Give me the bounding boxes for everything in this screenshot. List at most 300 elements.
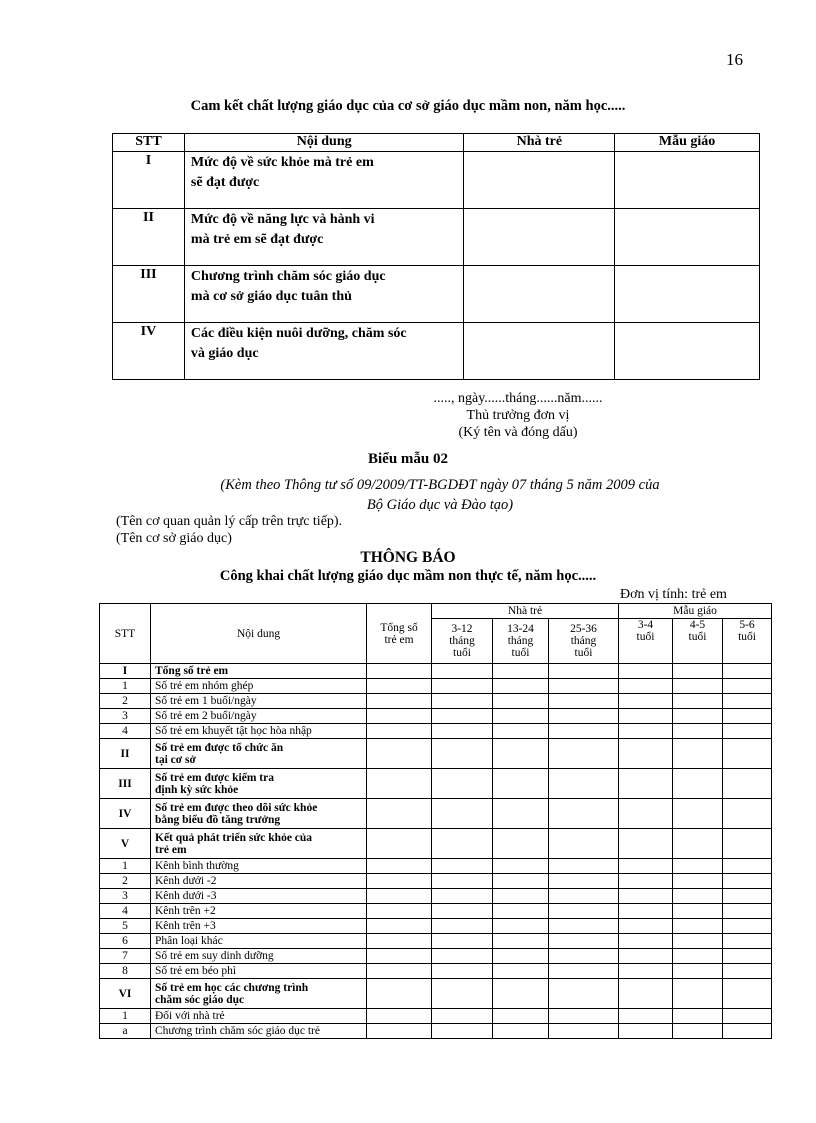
row-stt: 8 <box>100 964 151 979</box>
commitment-title: Cam kết chất lượng giáo dục của cơ sở giáo dục mầm non, năm học..... <box>190 98 626 114</box>
data-cell <box>673 1009 723 1024</box>
table-row <box>100 829 772 859</box>
header-n3-l2: tháng <box>570 635 597 647</box>
row-content-line-1: Kênh dưới -2 <box>155 875 217 887</box>
data-cell <box>367 889 432 904</box>
data-cell <box>432 1009 493 1024</box>
data-cell <box>493 769 549 799</box>
row-content-line-1: Số trẻ em được tổ chức ăn <box>155 741 284 754</box>
data-cell <box>673 664 723 679</box>
row-stt: I <box>113 152 185 209</box>
header-k2-l2: tuổi <box>688 631 707 643</box>
header-n2 <box>493 619 549 664</box>
data-cell <box>723 949 772 964</box>
data-cell <box>549 1009 619 1024</box>
row-content <box>151 874 367 889</box>
data-cell <box>619 1024 673 1039</box>
row-stt: 4 <box>100 904 151 919</box>
row-content-line-2: định kỳ sức khỏe <box>155 783 239 796</box>
row-content <box>151 679 367 694</box>
form-note-line-1: (Kèm theo Thông tư số 09/2009/TT-BGDĐT ngày 07 tháng 5 năm 2009 của <box>220 477 660 493</box>
row-stt: IV <box>113 323 185 380</box>
data-cell <box>723 739 772 769</box>
data-cell <box>493 724 549 739</box>
data-cell <box>432 799 493 829</box>
data-cell <box>673 889 723 904</box>
row-content-line-1: Số trẻ em học các chương trình <box>155 981 309 994</box>
cell-nursery <box>464 323 615 380</box>
header-k1-l2: tuổi <box>636 631 655 643</box>
data-cell <box>432 979 493 1009</box>
data-cell <box>367 934 432 949</box>
org-name: (Tên cơ sở giáo dục) <box>116 531 232 546</box>
data-cell <box>673 979 723 1009</box>
table-row <box>100 664 772 679</box>
header-nursery: Nhà trẻ <box>464 134 615 152</box>
table-row <box>100 694 772 709</box>
header-k3-l2: tuổi <box>738 631 756 643</box>
row-content <box>151 799 367 829</box>
data-cell <box>549 859 619 874</box>
table-row <box>100 739 772 769</box>
data-cell <box>432 934 493 949</box>
data-cell <box>493 1009 549 1024</box>
data-cell <box>432 874 493 889</box>
table-row <box>100 874 772 889</box>
row-content-line-1: Số trẻ em 1 buổi/ngày <box>155 695 257 707</box>
data-cell <box>619 694 673 709</box>
row-content-line-1: Mức độ về sức khỏe mà trẻ em <box>190 155 374 170</box>
data-cell <box>673 739 723 769</box>
data-cell <box>432 1024 493 1039</box>
row-content-line-1: Số trẻ em khuyết tật học hòa nhập <box>155 725 312 737</box>
row-content <box>151 829 367 859</box>
cell-kindergarten <box>615 266 760 323</box>
data-cell <box>367 964 432 979</box>
data-cell <box>723 679 772 694</box>
table-row <box>100 919 772 934</box>
data-cell <box>367 724 432 739</box>
table-row <box>100 859 772 874</box>
data-cell <box>619 679 673 694</box>
notice-subtitle: Công khai chất lượng giáo dục mầm non thực tế, năm học..... <box>219 568 597 584</box>
data-cell <box>673 859 723 874</box>
unit-label: Đơn vị tính: trẻ em <box>620 587 727 602</box>
header-n3-l3: tuổi <box>574 647 593 659</box>
row-content-line-1: Đối với nhà trẻ <box>155 1010 225 1022</box>
header-k1-l1: 3-4 <box>637 619 654 631</box>
table-row <box>100 949 772 964</box>
data-cell <box>549 919 619 934</box>
row-content <box>151 1009 367 1024</box>
data-cell <box>723 829 772 859</box>
data-cell <box>723 859 772 874</box>
row-content-line-1: Số trẻ em 2 buổi/ngày <box>155 710 257 722</box>
signature-date: ....., ngày......tháng......năm...... <box>433 391 603 406</box>
row-content <box>151 979 367 1009</box>
data-cell <box>367 1009 432 1024</box>
table-row <box>100 1009 772 1024</box>
table-row <box>100 709 772 724</box>
row-content <box>151 769 367 799</box>
data-cell <box>723 724 772 739</box>
row-content-line-1: Kênh dưới -3 <box>155 890 217 902</box>
table-row <box>100 889 772 904</box>
row-content <box>151 709 367 724</box>
data-cell <box>432 889 493 904</box>
data-cell <box>432 859 493 874</box>
row-content-line-1: Các điều kiện nuôi dưỡng, chăm sóc <box>190 326 407 341</box>
data-cell <box>432 739 493 769</box>
data-cell <box>673 919 723 934</box>
row-content-line-2: và giáo dục <box>190 346 259 361</box>
data-cell <box>723 979 772 1009</box>
data-cell <box>723 664 772 679</box>
commitment-row <box>113 323 760 380</box>
row-stt: a <box>100 1024 151 1039</box>
header-n2-l1: 13-24 <box>507 623 534 635</box>
header-nursery: Nhà trẻ <box>432 604 619 619</box>
table-row <box>100 769 772 799</box>
row-content <box>151 859 367 874</box>
data-cell <box>432 724 493 739</box>
data-cell <box>367 799 432 829</box>
row-content-line-1: Kênh bình thường <box>155 860 239 872</box>
table-row <box>100 904 772 919</box>
data-cell <box>619 724 673 739</box>
data-cell <box>619 949 673 964</box>
data-cell <box>619 874 673 889</box>
row-stt: 1 <box>100 859 151 874</box>
data-cell <box>493 964 549 979</box>
header-n1-l2: tháng <box>449 635 475 647</box>
data-cell <box>549 739 619 769</box>
row-content <box>151 1024 367 1039</box>
row-content <box>151 694 367 709</box>
row-content <box>151 919 367 934</box>
data-cell <box>723 919 772 934</box>
data-cell <box>367 859 432 874</box>
data-cell <box>432 964 493 979</box>
data-cell <box>367 679 432 694</box>
data-cell <box>367 709 432 724</box>
row-content-line-1: Số trẻ em được kiểm tra <box>155 771 274 784</box>
data-cell <box>619 889 673 904</box>
data-cell <box>619 664 673 679</box>
header-total <box>367 604 432 664</box>
row-stt: III <box>113 266 185 323</box>
data-cell <box>619 709 673 724</box>
form-title: Biểu mẫu 02 <box>367 451 448 467</box>
data-cell <box>619 799 673 829</box>
data-cell <box>549 799 619 829</box>
header-content: Nội dung <box>184 134 464 152</box>
row-content-line-1: Kênh trên +3 <box>155 920 216 932</box>
row-stt: 3 <box>100 709 151 724</box>
data-cell <box>549 979 619 1009</box>
data-cell <box>493 904 549 919</box>
row-stt: 3 <box>100 889 151 904</box>
row-content-line-1: Phân loại khác <box>155 935 223 947</box>
page-number: 16 <box>726 50 743 69</box>
header-kindergarten: Mẫu giáo <box>619 604 772 619</box>
data-cell <box>367 979 432 1009</box>
data-cell <box>493 919 549 934</box>
data-cell <box>723 769 772 799</box>
row-content <box>151 904 367 919</box>
row-stt: V <box>100 829 151 859</box>
data-cell <box>432 769 493 799</box>
row-stt: 4 <box>100 724 151 739</box>
data-cell <box>549 679 619 694</box>
data-cell <box>723 1009 772 1024</box>
data-cell <box>549 709 619 724</box>
data-cell <box>493 679 549 694</box>
header-k3 <box>723 619 772 664</box>
row-stt: 2 <box>100 874 151 889</box>
header-n2-l3: tuổi <box>511 647 530 659</box>
data-cell <box>549 889 619 904</box>
cell-nursery <box>464 209 615 266</box>
data-cell <box>619 859 673 874</box>
org-parent: (Tên cơ quan quản lý cấp trên trực tiếp). <box>116 514 343 529</box>
data-cell <box>619 979 673 1009</box>
data-cell <box>432 829 493 859</box>
header-k2-l1: 4-5 <box>689 619 706 631</box>
header-k2 <box>673 619 723 664</box>
header-stt: STT <box>113 134 185 152</box>
data-cell <box>493 859 549 874</box>
row-content <box>151 889 367 904</box>
data-cell <box>673 679 723 694</box>
data-cell <box>723 904 772 919</box>
table-row <box>100 964 772 979</box>
data-cell <box>367 829 432 859</box>
row-stt: 1 <box>100 679 151 694</box>
data-cell <box>493 829 549 859</box>
row-content <box>151 724 367 739</box>
cell-kindergarten <box>615 152 760 209</box>
row-content <box>151 964 367 979</box>
row-content-line-2: mà trẻ em sẽ đạt được <box>190 232 324 247</box>
data-cell <box>367 769 432 799</box>
cell-nursery <box>464 266 615 323</box>
row-content <box>184 266 464 323</box>
table-row <box>100 934 772 949</box>
data-cell <box>619 904 673 919</box>
header-k1 <box>619 619 673 664</box>
cell-kindergarten <box>615 209 760 266</box>
row-stt: 5 <box>100 919 151 934</box>
data-cell <box>673 934 723 949</box>
data-cell <box>673 964 723 979</box>
signature-note: (Ký tên và đóng dấu) <box>458 425 578 440</box>
data-cell <box>493 739 549 769</box>
commitment-row <box>113 209 760 266</box>
row-content-line-1: Chương trình chăm sóc giáo dục trẻ <box>155 1025 320 1037</box>
row-stt: VI <box>100 979 151 1009</box>
data-cell <box>367 874 432 889</box>
data-cell <box>673 949 723 964</box>
data-cell <box>673 904 723 919</box>
row-stt: II <box>113 209 185 266</box>
data-cell <box>673 724 723 739</box>
data-cell <box>549 1024 619 1039</box>
signature-role: Thủ trưởng đơn vị <box>466 408 570 423</box>
data-cell <box>367 664 432 679</box>
data-cell <box>367 904 432 919</box>
row-content-line-2: tại cơ sở <box>155 753 196 766</box>
data-cell <box>367 739 432 769</box>
header-n1 <box>432 619 493 664</box>
data-cell <box>723 874 772 889</box>
data-cell <box>493 979 549 1009</box>
header-n2-l2: tháng <box>507 635 534 647</box>
commitment-row <box>113 152 760 209</box>
data-cell <box>673 799 723 829</box>
row-content-line-1: Kênh trên +2 <box>155 905 216 917</box>
data-cell <box>619 934 673 949</box>
data-cell <box>493 1024 549 1039</box>
quality-table <box>99 603 772 1039</box>
cell-nursery <box>464 152 615 209</box>
data-cell <box>432 904 493 919</box>
data-cell <box>549 904 619 919</box>
data-cell <box>493 889 549 904</box>
data-cell <box>549 724 619 739</box>
row-content <box>184 152 464 209</box>
data-cell <box>619 769 673 799</box>
data-cell <box>493 709 549 724</box>
row-content-line-1: Số trẻ em béo phì <box>155 965 237 977</box>
row-content <box>151 664 367 679</box>
row-content <box>151 934 367 949</box>
data-cell <box>673 1024 723 1039</box>
data-cell <box>673 829 723 859</box>
notice-title: THÔNG BÁO <box>360 549 456 566</box>
data-cell <box>432 949 493 964</box>
header-n1-l1: 3-12 <box>451 623 473 635</box>
data-cell <box>493 874 549 889</box>
header-total-l1: Tổng số <box>380 621 418 634</box>
data-cell <box>432 664 493 679</box>
form-note <box>160 475 720 515</box>
data-cell <box>673 769 723 799</box>
data-cell <box>432 709 493 724</box>
row-stt: 1 <box>100 1009 151 1024</box>
row-content-line-1: Mức độ về năng lực và hành vi <box>190 212 375 227</box>
data-cell <box>493 799 549 829</box>
data-cell <box>549 934 619 949</box>
table-row <box>100 979 772 1009</box>
data-cell <box>723 889 772 904</box>
data-cell <box>549 769 619 799</box>
row-content <box>151 739 367 769</box>
header-kindergarten: Mẫu giáo <box>615 134 760 152</box>
data-cell <box>723 964 772 979</box>
row-stt: I <box>100 664 151 679</box>
data-cell <box>619 964 673 979</box>
row-stt: IV <box>100 799 151 829</box>
header-stt: STT <box>100 604 151 664</box>
commitment-table <box>112 133 760 380</box>
row-content-line-1: Số trẻ em suy dinh dưỡng <box>155 950 274 962</box>
data-cell <box>619 1009 673 1024</box>
data-cell <box>493 949 549 964</box>
data-cell <box>723 709 772 724</box>
row-content-line-2: mà cơ sở giáo dục tuân thủ <box>190 289 352 304</box>
header-content: Nội dung <box>151 604 367 664</box>
data-cell <box>723 799 772 829</box>
row-stt: 2 <box>100 694 151 709</box>
header-total-l2: trẻ em <box>384 633 414 646</box>
data-cell <box>367 949 432 964</box>
data-cell <box>673 874 723 889</box>
row-content-line-1: Số trẻ em được theo dõi sức khỏe <box>155 801 318 814</box>
header-n3-l1: 25-36 <box>570 623 597 635</box>
data-cell <box>723 934 772 949</box>
row-stt: 6 <box>100 934 151 949</box>
data-cell <box>493 694 549 709</box>
row-content-line-1: Kết quả phát triển sức khỏe của <box>155 831 313 844</box>
data-cell <box>432 679 493 694</box>
data-cell <box>723 694 772 709</box>
commitment-row <box>113 266 760 323</box>
cell-kindergarten <box>615 323 760 380</box>
table-row <box>100 679 772 694</box>
data-cell <box>619 919 673 934</box>
data-cell <box>367 1024 432 1039</box>
data-cell <box>619 739 673 769</box>
data-cell <box>619 829 673 859</box>
header-k3-l1: 5-6 <box>739 619 755 631</box>
form-note-line-2: Bộ Giáo dục và Đào tạo) <box>366 497 514 513</box>
data-cell <box>549 829 619 859</box>
header-n1-l3: tuổi <box>453 647 471 659</box>
data-cell <box>432 694 493 709</box>
row-content-line-2: trẻ em <box>155 843 187 856</box>
header-n3 <box>549 619 619 664</box>
table-row <box>100 1024 772 1039</box>
table-row <box>100 799 772 829</box>
row-content-line-1: Số trẻ em nhóm ghép <box>155 680 254 692</box>
data-cell <box>493 934 549 949</box>
row-content <box>184 209 464 266</box>
data-cell <box>549 964 619 979</box>
data-cell <box>367 919 432 934</box>
data-cell <box>673 694 723 709</box>
data-cell <box>723 1024 772 1039</box>
row-stt: 7 <box>100 949 151 964</box>
data-cell <box>549 949 619 964</box>
row-stt: II <box>100 739 151 769</box>
data-cell <box>549 664 619 679</box>
row-content <box>184 323 464 380</box>
data-cell <box>432 919 493 934</box>
row-content-line-1: Tổng số trẻ em <box>155 665 229 677</box>
data-cell <box>493 664 549 679</box>
row-content-line-2: bằng biểu đồ tăng trưởng <box>155 813 281 826</box>
row-content-line-2: sẽ đạt được <box>190 175 260 190</box>
row-content <box>151 949 367 964</box>
data-cell <box>549 874 619 889</box>
row-content-line-2: chăm sóc giáo dục <box>155 993 245 1006</box>
table-row <box>100 724 772 739</box>
row-stt: III <box>100 769 151 799</box>
row-content-line-1: Chương trình chăm sóc giáo dục <box>190 269 386 284</box>
data-cell <box>549 694 619 709</box>
data-cell <box>673 709 723 724</box>
